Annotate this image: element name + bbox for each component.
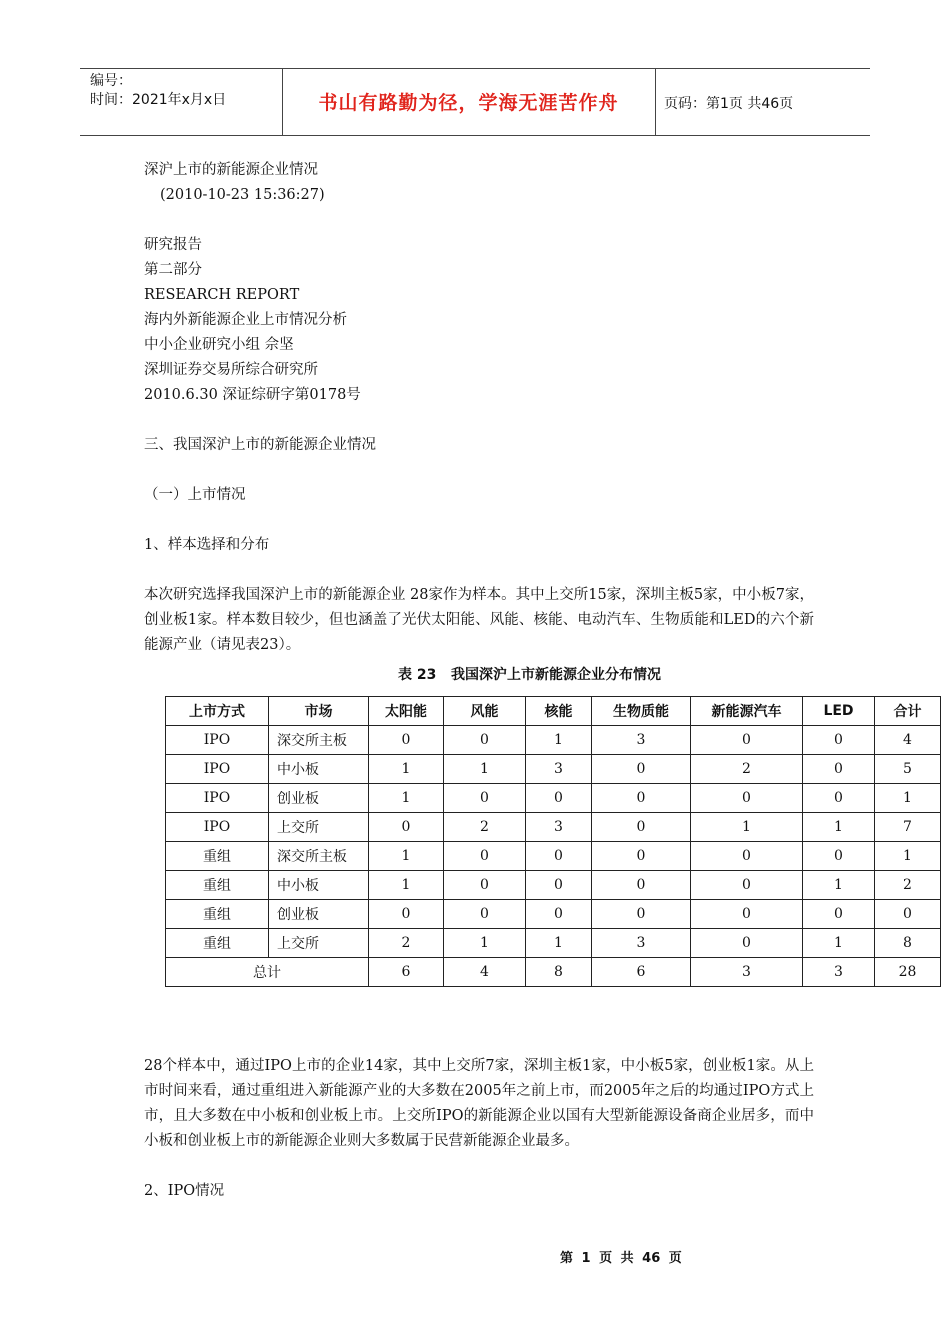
report-type: 研究报告: [144, 237, 202, 253]
count-cell: 0: [691, 726, 803, 755]
table-row: [166, 726, 941, 755]
table-row: [166, 900, 941, 929]
count-cell: 0: [691, 842, 803, 871]
listing-method-cell: 重组: [166, 929, 269, 958]
report-doc-number: 2010.6.30 深证综研字第0178号: [144, 387, 361, 403]
report-authors: 中小企业研究小组 佘坚: [144, 337, 294, 353]
market-cell: 深交所主板: [269, 842, 369, 871]
count-cell: 0: [803, 755, 875, 784]
market-cell: 创业板: [269, 900, 369, 929]
table-row: [166, 813, 941, 842]
listing-method-cell: 重组: [166, 871, 269, 900]
item2-heading: 2、IPO情况: [144, 1183, 225, 1199]
table-row: [166, 755, 941, 784]
count-cell: 5: [875, 755, 941, 784]
table-header-cell: 核能: [526, 697, 592, 726]
table-row: [166, 929, 941, 958]
count-cell: 0: [691, 784, 803, 813]
paragraph-sample: 本次研究选择我国深沪上市的新能源企业 28家作为样本。其中上交所15家，深圳主板5家，中小板7家，创业板1家。样本数目较少，但也涵盖了光伏太阳能、风能、核能、电动汽车、生物质能和LED的六个新能源产业（请见表23）。: [144, 587, 814, 653]
listing-method-cell: 重组: [166, 900, 269, 929]
listing-method-cell: IPO: [166, 784, 269, 813]
table-row: [166, 784, 941, 813]
count-cell: 0: [691, 929, 803, 958]
article-title: 深沪上市的新能源企业情况: [144, 162, 318, 178]
listing-method-cell: IPO: [166, 726, 269, 755]
table-header-cell: 新能源汽车: [691, 697, 803, 726]
market-cell: 上交所: [269, 813, 369, 842]
count-cell: 0: [526, 900, 592, 929]
count-cell: 0: [444, 871, 526, 900]
table-header-cell: 合计: [875, 697, 941, 726]
article-timestamp: (2010-10-23 15:36:27): [160, 187, 325, 203]
count-cell: 1: [803, 813, 875, 842]
count-cell: 2: [444, 813, 526, 842]
count-cell: 3: [592, 726, 691, 755]
table-header-cell: 风能: [444, 697, 526, 726]
count-cell: 0: [444, 900, 526, 929]
count-cell: 0: [803, 900, 875, 929]
market-cell: 创业板: [269, 784, 369, 813]
count-cell: 0: [803, 784, 875, 813]
count-cell: 1: [526, 726, 592, 755]
count-cell: 1: [875, 842, 941, 871]
header-motto: 书山有路勤为径，学海无涯苦作舟: [318, 92, 619, 114]
listing-method-cell: 重组: [166, 842, 269, 871]
count-cell: 0: [369, 813, 444, 842]
count-cell: 1: [369, 784, 444, 813]
count-cell: 0: [803, 842, 875, 871]
table-header-cell: LED: [803, 697, 875, 726]
total-cell: 6: [592, 958, 691, 987]
total-cell: 6: [369, 958, 444, 987]
total-cell: 28: [875, 958, 941, 987]
count-cell: 0: [526, 784, 592, 813]
table-row: [166, 871, 941, 900]
count-cell: 4: [875, 726, 941, 755]
table-header-cell: 太阳能: [369, 697, 444, 726]
item1-heading: 1、样本选择和分布: [144, 537, 270, 553]
count-cell: 0: [526, 842, 592, 871]
count-cell: 2: [875, 871, 941, 900]
total-cell: 8: [526, 958, 592, 987]
document-body-lower: [144, 1054, 814, 1204]
table-header-cell: 生物质能: [592, 697, 691, 726]
count-cell: 1: [444, 929, 526, 958]
count-cell: 1: [803, 929, 875, 958]
count-cell: 0: [369, 726, 444, 755]
subsection-heading: （一）上市情况: [144, 487, 246, 503]
count-cell: 0: [592, 784, 691, 813]
listing-method-cell: IPO: [166, 755, 269, 784]
document-body: [144, 158, 814, 658]
table-row: [166, 842, 941, 871]
count-cell: 1: [369, 871, 444, 900]
market-cell: 中小板: [269, 755, 369, 784]
market-cell: 中小板: [269, 871, 369, 900]
table-header-cell: 市场: [269, 697, 369, 726]
header-page-info: 页码：第1页 共46页: [664, 96, 794, 112]
count-cell: 3: [592, 929, 691, 958]
count-cell: 8: [875, 929, 941, 958]
count-cell: 2: [369, 929, 444, 958]
count-cell: 1: [526, 929, 592, 958]
report-english-label: RESEARCH REPORT: [144, 287, 300, 303]
header-time-label: 时间：2021年x月x日: [90, 92, 227, 108]
header-top-rule: [80, 68, 870, 69]
count-cell: 0: [592, 813, 691, 842]
count-cell: 1: [444, 755, 526, 784]
count-cell: 0: [444, 842, 526, 871]
count-cell: 0: [592, 842, 691, 871]
market-cell: 深交所主板: [269, 726, 369, 755]
count-cell: 0: [803, 726, 875, 755]
count-cell: 2: [691, 755, 803, 784]
count-cell: 0: [875, 900, 941, 929]
report-part: 第二部分: [144, 262, 202, 278]
count-cell: 0: [444, 726, 526, 755]
count-cell: 0: [444, 784, 526, 813]
header-number-label: 编号：: [90, 73, 132, 89]
count-cell: 3: [526, 755, 592, 784]
count-cell: 0: [592, 755, 691, 784]
total-cell: 4: [444, 958, 526, 987]
paragraph-ipo-summary: 28个样本中，通过IPO上市的企业14家，其中上交所7家，深圳主板1家，中小板5家，创业板1家。从上市时间来看，通过重组进入新能源产业的大多数在2005年之前上市，而2005年之后的均通过IPO方式上市，且大多数在中小板和创业板上市。上交所IPO的新能源企业以国有大型新能源设备商企业居多，而中小板和创业板上市的新能源企业则大多数属于民营新能源企业最多。: [144, 1058, 814, 1149]
count-cell: 3: [526, 813, 592, 842]
table-caption: 表 23 我国深沪上市新能源企业分布情况: [398, 667, 661, 683]
count-cell: 0: [369, 900, 444, 929]
table-total-row: [166, 958, 941, 987]
page-footer: 第 1 页 共 46 页: [560, 1251, 682, 1266]
total-cell: 3: [691, 958, 803, 987]
count-cell: 1: [369, 842, 444, 871]
count-cell: 1: [369, 755, 444, 784]
count-cell: 1: [691, 813, 803, 842]
count-cell: 0: [592, 871, 691, 900]
table-header-cell: 上市方式: [166, 697, 269, 726]
count-cell: 0: [592, 900, 691, 929]
count-cell: 1: [875, 784, 941, 813]
report-title: 海内外新能源企业上市情况分析: [144, 312, 347, 328]
count-cell: 0: [691, 871, 803, 900]
count-cell: 0: [526, 871, 592, 900]
section-heading: 三、我国深沪上市的新能源企业情况: [144, 437, 376, 453]
total-label-cell: 总计: [166, 958, 369, 987]
count-cell: 7: [875, 813, 941, 842]
header-bottom-rule: [80, 135, 870, 136]
total-cell: 3: [803, 958, 875, 987]
header-meta: [90, 72, 226, 110]
listing-method-cell: IPO: [166, 813, 269, 842]
market-cell: 上交所: [269, 929, 369, 958]
table-header-row: [166, 697, 941, 726]
distribution-table: [165, 696, 941, 987]
header-divider-right: [655, 68, 656, 135]
report-institute: 深圳证券交易所综合研究所: [144, 362, 318, 378]
count-cell: 1: [803, 871, 875, 900]
count-cell: 0: [691, 900, 803, 929]
